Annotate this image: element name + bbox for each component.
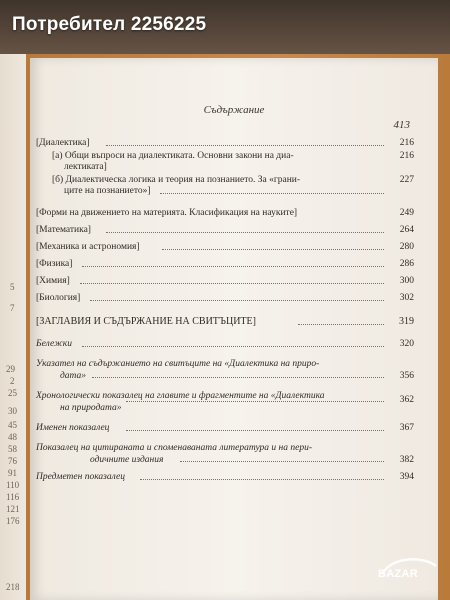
toc-entry-title: Показалец на цитираната и споменаваната литература и на пери- (36, 443, 313, 453)
toc-leader-dots (160, 187, 384, 194)
margin-number: 91 (8, 468, 17, 478)
toc-entry-title: [б) Диалектическа логика и теория на познанието. За «грани- (52, 175, 301, 185)
toc-entry-title: [Физика] (36, 259, 73, 269)
toc-leader-dots (90, 294, 384, 301)
toc-entry-page: 286 (399, 259, 414, 269)
toc-entry-page: 382 (399, 455, 414, 465)
margin-number: 176 (6, 516, 20, 526)
toc-leader-dots (82, 260, 384, 267)
toc-entry-title: Хронологически показалец на главите и фрагментите на «Диалектика (36, 391, 325, 401)
toc-entry-title: Бележки (36, 339, 72, 349)
margin-number: 116 (6, 492, 20, 502)
margin-number: 121 (6, 504, 20, 514)
margin-number: 30 (8, 406, 17, 416)
toc-leader-dots (140, 473, 384, 480)
margin-number: 45 (8, 420, 17, 430)
toc-entry-page: 249 (399, 208, 414, 218)
toc-leader-dots (80, 277, 384, 284)
watermark-text: BAZAR (378, 568, 418, 580)
toc-entry-page: 264 (399, 225, 414, 235)
toc-leader-dots (180, 455, 384, 462)
toc-entry-title: [а) Общи въпроси на диалектиката. Основни закони на диа- (52, 151, 294, 161)
toc-entry-title: [Биология] (36, 293, 81, 303)
toc-entry-title-continued: на природата» (60, 403, 122, 413)
toc-entry-page: 356 (399, 371, 414, 381)
book-page (30, 58, 438, 600)
margin-number: 2 (10, 376, 15, 386)
toc-leader-dots (106, 139, 384, 146)
margin-number: 76 (8, 456, 17, 466)
margin-number: 25 (8, 388, 17, 398)
toc-entry-page: 280 (399, 242, 414, 252)
seller-username-overlay: Потребител 2256225 (12, 14, 207, 35)
margin-number: 48 (8, 432, 17, 442)
toc-entry-title: [Диалектика] (36, 138, 90, 148)
toc-leader-dots (126, 424, 384, 431)
toc-entry-title: [Математика] (36, 225, 91, 235)
page-number: 413 (393, 119, 410, 131)
toc-leader-dots (298, 318, 384, 325)
margin-number: 5 (10, 282, 15, 292)
toc-entry-title-continued: ците на познанието»] (64, 186, 151, 196)
toc-entry-title: [Химия] (36, 276, 70, 286)
toc-entry-title-continued: лектиката] (64, 162, 107, 172)
margin-number: 218 (6, 582, 20, 592)
toc-entry-page: 216 (399, 138, 414, 148)
toc-entry-page: 362 (399, 395, 414, 405)
page-header: Съдържание (203, 104, 265, 116)
margin-number: 29 (6, 364, 15, 374)
toc-entry-title: [Форми на движението на материята. Класификация на науките] (36, 208, 298, 218)
toc-entry-title: [Механика и астрономия] (36, 242, 140, 252)
toc-entry-title: Указател на съдържанието на свитъците на «Диалектика на приро- (36, 359, 320, 369)
margin-number: 110 (6, 480, 20, 490)
toc-leader-dots (126, 395, 384, 402)
toc-leader-dots (82, 340, 384, 347)
toc-entry-page: 394 (399, 472, 414, 482)
toc-entry-page: 227 (399, 175, 414, 185)
toc-leader-dots (162, 243, 384, 250)
toc-entry-page: 216 (399, 151, 414, 161)
toc-entry-page: 319 (399, 316, 414, 327)
margin-number: 58 (8, 444, 17, 454)
toc-entry-title: Предметен показалец (36, 472, 125, 482)
toc-entry-title-continued: одичните издания (90, 455, 164, 465)
toc-entry-title: [ЗАГЛАВИЯ И СЪДЪРЖАНИЕ НА СВИТЪЦИТЕ] (36, 316, 256, 327)
toc-entry-title-continued: дата» (60, 371, 87, 381)
toc-entry-title: Именен показалец (36, 423, 110, 433)
toc-entry-page: 302 (399, 293, 414, 303)
toc-entry-page: 300 (399, 276, 414, 286)
toc-leader-dots (106, 226, 384, 233)
toc-entry-page: 320 (399, 339, 414, 349)
margin-number: 7 (10, 303, 15, 313)
toc-leader-dots (92, 371, 384, 378)
toc-entry-page: 367 (399, 423, 414, 433)
